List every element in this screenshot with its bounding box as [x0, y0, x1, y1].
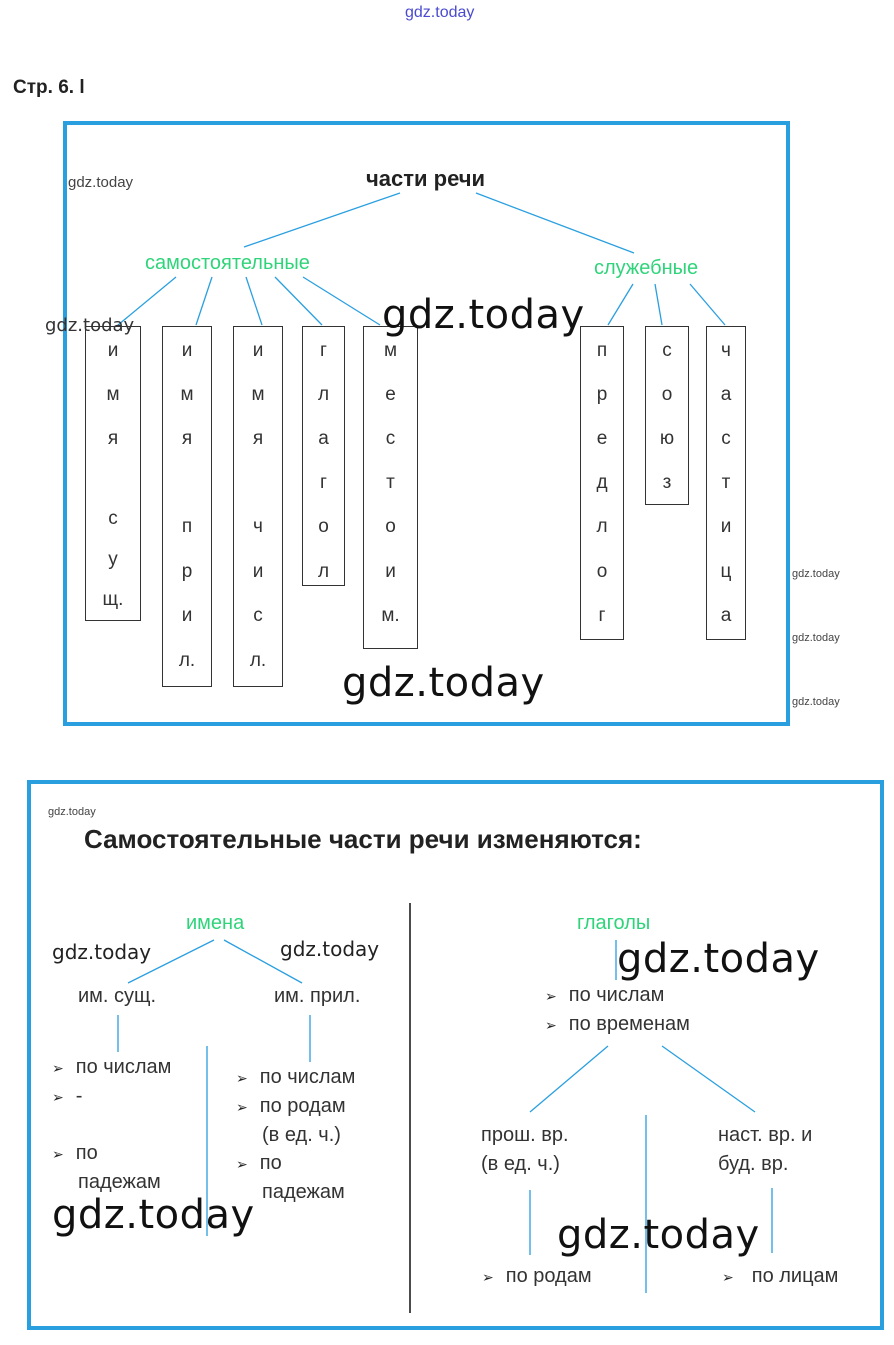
- watermark: gdz.today: [557, 1212, 760, 1258]
- column-letter-soyuz: з: [662, 472, 672, 493]
- column-letter-glagol: о: [318, 516, 329, 537]
- noun-item: ➢ по: [52, 1142, 98, 1164]
- watermark: gdz.today: [792, 696, 840, 708]
- column-letter-chastica: и: [720, 516, 732, 537]
- independent-group-label: самостоятельные: [145, 252, 310, 274]
- column-letter-im-chisl: и: [252, 340, 264, 361]
- column-letter-predlog: е: [596, 428, 608, 449]
- column-letter-im-chisl: ч: [253, 516, 263, 537]
- watermark: gdz.today: [792, 568, 840, 580]
- column-letter-soyuz: с: [662, 340, 672, 361]
- column-letter-mestoim: о: [385, 516, 396, 537]
- column-letter-im-chisl: л.: [249, 650, 267, 671]
- column-letter-predlog: д: [596, 472, 608, 493]
- arrow-bullet-icon: ➢: [52, 1060, 64, 1076]
- present-future-label-2: буд. вр.: [718, 1153, 789, 1175]
- column-letter-im-pril: м: [180, 384, 194, 405]
- watermark: gdz.today: [792, 632, 840, 644]
- column-box-numeral: [233, 326, 283, 687]
- column-letter-im-sushch: щ.: [102, 589, 124, 610]
- column-letter-glagol: л: [317, 561, 330, 582]
- adjective-item: ➢ по: [236, 1152, 282, 1174]
- noun-item: ➢ по числам: [52, 1056, 172, 1078]
- column-letter-im-sushch: м: [106, 384, 120, 405]
- watermark: gdz.today: [68, 174, 134, 191]
- column-letter-im-pril: и: [181, 605, 193, 626]
- column-letter-predlog: р: [596, 384, 608, 405]
- column-letter-soyuz: ю: [659, 428, 675, 449]
- root-label: части речи: [366, 166, 486, 191]
- column-letter-chastica: ц: [720, 561, 732, 582]
- column-letter-mestoim: м.: [381, 605, 400, 626]
- column-letter-im-sushch: с: [108, 508, 118, 529]
- adjective-label: им. прил.: [274, 985, 361, 1007]
- column-box-noun: [85, 326, 141, 621]
- column-letter-im-sushch: и: [107, 340, 119, 361]
- column-letter-im-chisl: с: [253, 605, 263, 626]
- column-letter-chastica: а: [720, 384, 732, 405]
- adjective-item-continued: падежам: [262, 1181, 345, 1203]
- column-letter-predlog: г: [598, 605, 606, 626]
- column-letter-chastica: а: [720, 605, 732, 626]
- arrow-bullet-icon: ➢: [52, 1146, 64, 1162]
- column-letter-im-pril: я: [181, 428, 193, 449]
- watermark: gdz.today: [52, 1192, 255, 1238]
- column-letter-predlog: о: [596, 561, 608, 582]
- column-letter-mestoim: и: [385, 561, 396, 582]
- adjective-item-continued: (в ед. ч.): [262, 1124, 341, 1146]
- arrow-bullet-icon: ➢: [545, 1017, 557, 1033]
- verb-item: ➢ по временам: [545, 1013, 690, 1035]
- watermark: gdz.today: [48, 806, 96, 818]
- noun-item: ➢ -: [52, 1085, 83, 1107]
- column-letter-im-pril: л.: [178, 650, 196, 671]
- present-item: ➢ по лицам: [722, 1265, 839, 1287]
- column-letter-mestoim: м: [383, 340, 398, 361]
- watermark: gdz.today: [617, 936, 820, 982]
- column-letter-glagol: г: [320, 472, 327, 493]
- changes-title: Самостоятельные части речи изменяются:: [84, 824, 642, 854]
- watermark: gdz.today: [280, 937, 380, 961]
- column-letter-soyuz: о: [661, 384, 673, 405]
- arrow-bullet-icon: ➢: [236, 1070, 248, 1086]
- watermark: gdz.today: [382, 292, 585, 338]
- column-letter-im-pril: р: [181, 561, 193, 582]
- column-letter-im-sushch: я: [107, 428, 119, 449]
- watermark: gdz.today: [52, 940, 152, 964]
- column-letter-predlog: п: [596, 340, 608, 361]
- column-letter-im-chisl: и: [252, 561, 264, 582]
- page-label: Стр. 6. l: [13, 77, 85, 98]
- column-letter-im-sushch: у: [108, 549, 118, 570]
- verbs-label: глаголы: [577, 912, 651, 934]
- column-letter-im-chisl: я: [252, 428, 264, 449]
- names-label: имена: [186, 912, 245, 934]
- column-letter-im-chisl: м: [251, 384, 265, 405]
- column-letter-glagol: л: [317, 384, 330, 405]
- service-group-label: служебные: [594, 257, 699, 279]
- column-box-adjective: [162, 326, 212, 687]
- past-tense-label: прош. вр.: [481, 1124, 569, 1146]
- present-future-label: наст. вр. и: [718, 1124, 813, 1146]
- past-tense-label-2: (в ед. ч.): [481, 1153, 560, 1175]
- column-letter-mestoim: т: [386, 472, 395, 493]
- column-letter-glagol: а: [318, 428, 329, 449]
- column-box-verb: [302, 326, 345, 586]
- adjective-item: ➢ по родам: [236, 1095, 346, 1117]
- top-watermark: gdz.today: [405, 4, 475, 21]
- column-letter-chastica: с: [721, 428, 731, 449]
- column-letter-mestoim: с: [385, 428, 396, 449]
- column-letter-im-pril: п: [181, 516, 193, 537]
- past-item: ➢ по родам: [482, 1265, 592, 1287]
- verb-item: ➢ по числам: [545, 984, 665, 1006]
- arrow-bullet-icon: ➢: [545, 988, 557, 1004]
- column-letter-mestoim: е: [385, 384, 396, 405]
- column-letter-chastica: ч: [721, 340, 731, 361]
- arrow-bullet-icon: ➢: [722, 1269, 734, 1285]
- arrow-bullet-icon: ➢: [482, 1269, 494, 1285]
- noun-item-continued: падежам: [78, 1171, 161, 1193]
- column-letter-glagol: г: [320, 340, 327, 361]
- adjective-item: ➢ по числам: [236, 1066, 356, 1088]
- arrow-bullet-icon: ➢: [52, 1089, 64, 1105]
- watermark: gdz.today: [45, 315, 135, 336]
- column-letter-predlog: л: [596, 516, 608, 537]
- watermark: gdz.today: [342, 660, 545, 706]
- noun-label: им. сущ.: [78, 985, 157, 1007]
- arrow-bullet-icon: ➢: [236, 1156, 248, 1172]
- arrow-bullet-icon: ➢: [236, 1099, 248, 1115]
- column-letter-chastica: т: [721, 472, 731, 493]
- column-letter-im-pril: и: [181, 340, 193, 361]
